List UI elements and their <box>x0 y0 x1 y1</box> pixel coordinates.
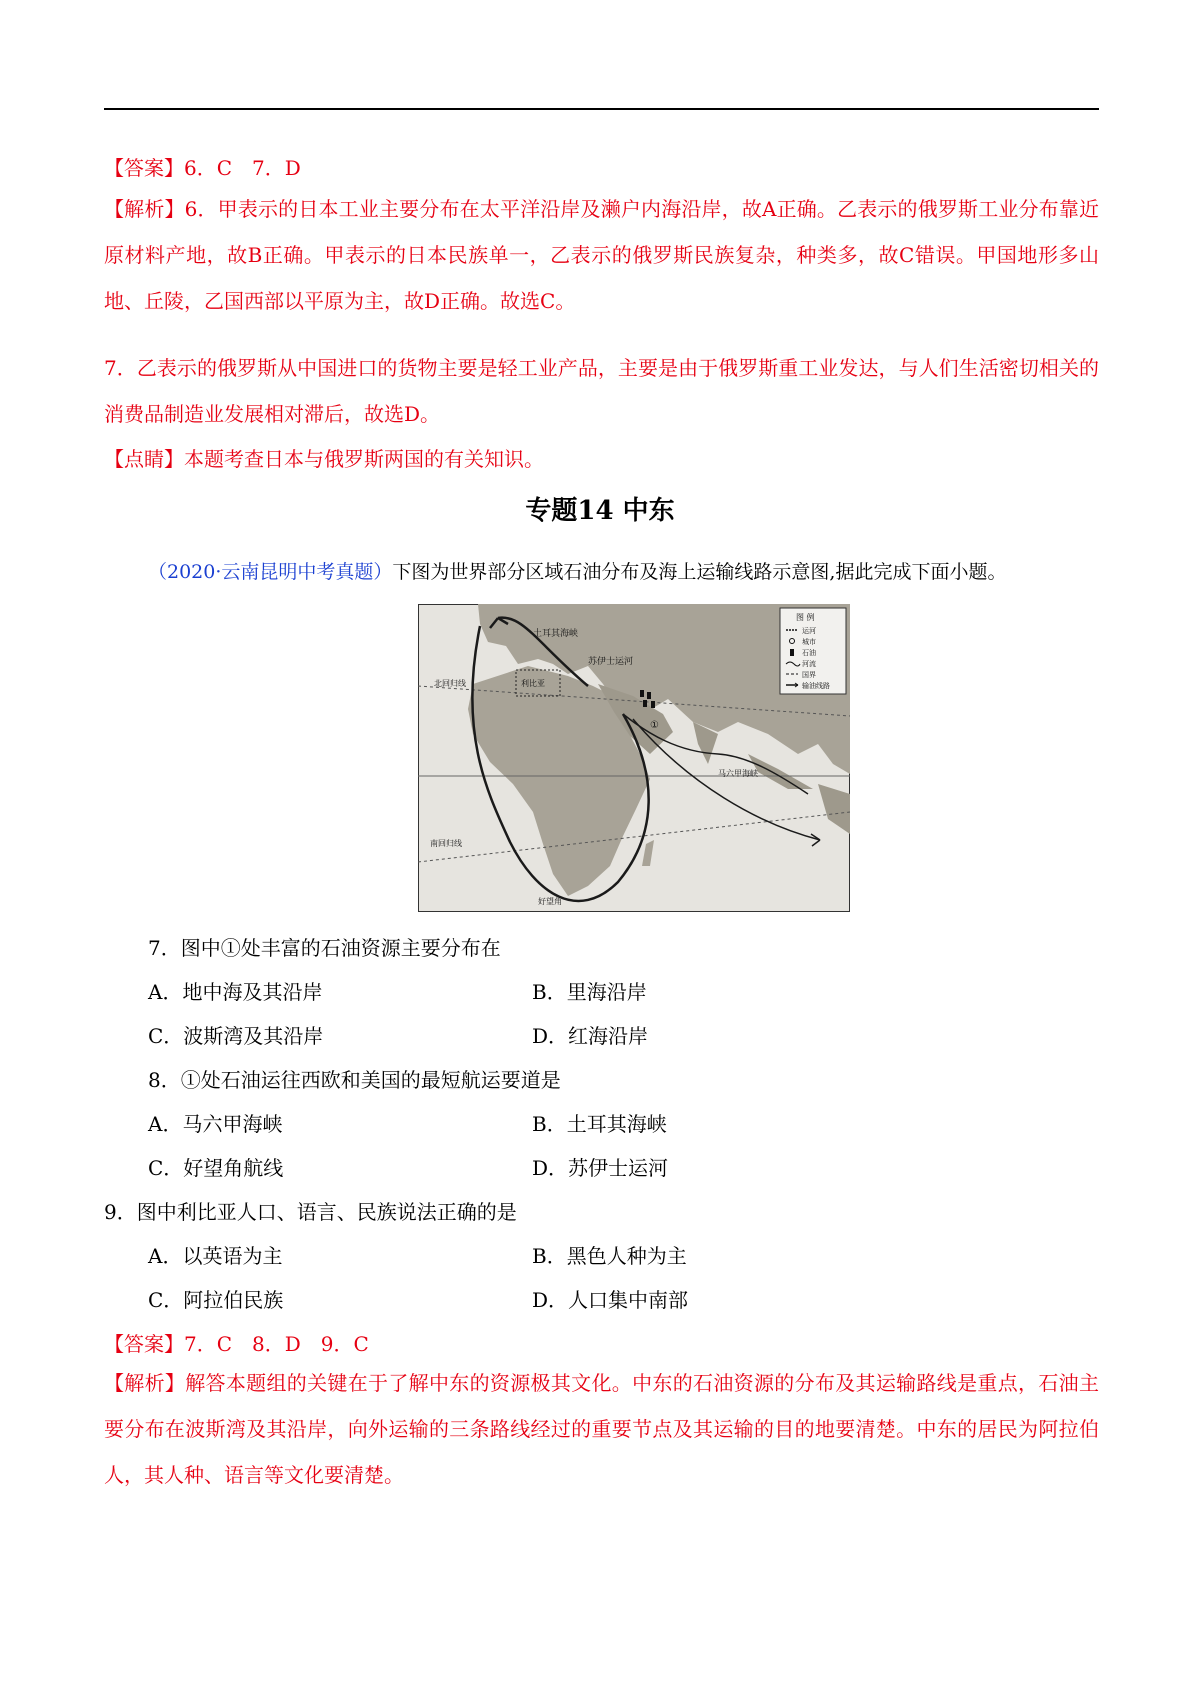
question-intro <box>148 558 1006 586</box>
label-malacca: 马六甲海峡 <box>718 769 758 778</box>
answer-block-1 <box>104 154 301 182</box>
analysis-tag: 【解析】 <box>104 1371 186 1395</box>
header-rule <box>104 108 1099 110</box>
label-cape: 好望角 <box>538 897 562 906</box>
legend-title: 图 例 <box>796 613 815 622</box>
label-libya: 利比亚 <box>521 679 545 688</box>
map-legend <box>780 608 846 694</box>
question-9-stem: 9．图中利比亚人口、语言、民族说法正确的是 <box>104 1200 517 1224</box>
analysis-text: 解答本题组的关键在于了解中东的资源极其文化。中东的石油资源的分布及其运输路线是重点，石油主要分布在波斯湾及其沿岸，向外运输的三条路线经过的重要节点及其运输的目的地要清楚。中东的居民为阿拉伯人，其人种、语言等文化要清楚。 <box>104 1371 1099 1487</box>
question-8-option-d: D．苏伊士运河 <box>532 1156 669 1180</box>
question-8-option-c: C．好望角航线 <box>148 1156 284 1180</box>
legend-border: 国界 <box>802 671 816 679</box>
question-source: （2020·云南昆明中考真题） <box>148 561 393 583</box>
answer-block-2 <box>104 1330 369 1358</box>
legend-oil: 石油 <box>802 649 816 657</box>
question-9-option-d: D．人口集中南部 <box>532 1288 689 1312</box>
answer-tag: 【答案】 <box>104 156 184 180</box>
legend-route: 输油线路 <box>802 682 830 690</box>
label-turkey-strait: 土耳其海峡 <box>533 629 579 639</box>
question-9-option-c: C．阿拉伯民族 <box>148 1288 284 1312</box>
question-8-option-a: A．马六甲海峡 <box>148 1112 283 1136</box>
analysis-paragraph-6: 6．甲表示的日本工业主要分布在太平洋沿岸及濑户内海沿岸，故A正确。乙表示的俄罗斯工业分布靠近原材料产地，故B正确。甲表示的日本民族单一，乙表示的俄罗斯民族复杂，种类多，故C错误。甲国地形多山地、丘陵，乙国西部以平原为主，故D正确。故选C。 <box>104 197 1099 313</box>
oil-route-map <box>418 604 850 912</box>
question-9-option-b: B．黑色人种为主 <box>532 1244 687 1268</box>
analysis-block-2 <box>104 1360 1099 1498</box>
analysis-paragraph-7: 7．乙表示的俄罗斯从中国进口的货物主要是轻工业产品，主要是由于俄罗斯重工业发达，与人们生活密切相关的消费品制造业发展相对滞后，故选D。 <box>104 356 1099 426</box>
intro-text: 下图为世界部分区域石油分布及海上运输线路示意图,据此完成下面小题。 <box>392 561 1007 583</box>
label-marker: ① <box>650 720 659 731</box>
label-suez: 苏伊士运河 <box>588 657 634 667</box>
legend-city: 城市 <box>802 638 816 646</box>
answer-text: 7．C 8．D 9．C <box>184 1332 369 1356</box>
analysis-tag: 【解析】 <box>104 197 185 221</box>
question-7-stem: 7．图中①处丰富的石油资源主要分布在 <box>148 936 501 960</box>
legend-canal: 运河 <box>802 627 816 635</box>
label-north-tropic: 北回归线 <box>434 679 466 688</box>
answer-text: 6．C 7．D <box>184 156 301 180</box>
question-9-option-a: A．以英语为主 <box>148 1244 283 1268</box>
question-7-option-d: D．红海沿岸 <box>532 1024 649 1048</box>
question-7-option-c: C．波斯湾及其沿岸 <box>148 1024 324 1048</box>
section-title: 专题14 中东 <box>525 496 675 526</box>
legend-river: 河流 <box>802 660 816 668</box>
point-tag: 【点睛】 <box>104 447 184 471</box>
question-8-stem: 8．①处石油运往西欧和美国的最短航运要道是 <box>148 1068 561 1092</box>
question-7-option-b: B．里海沿岸 <box>532 980 647 1004</box>
label-south-tropic: 南回归线 <box>430 839 462 848</box>
question-7-option-a: A．地中海及其沿岸 <box>148 980 323 1004</box>
point-block-1 <box>104 445 544 473</box>
analysis-block-1 <box>104 186 1099 324</box>
answer-tag: 【答案】 <box>104 1332 184 1356</box>
point-text: 本题考查日本与俄罗斯两国的有关知识。 <box>184 447 544 471</box>
question-8-option-b: B．土耳其海峡 <box>532 1112 667 1136</box>
